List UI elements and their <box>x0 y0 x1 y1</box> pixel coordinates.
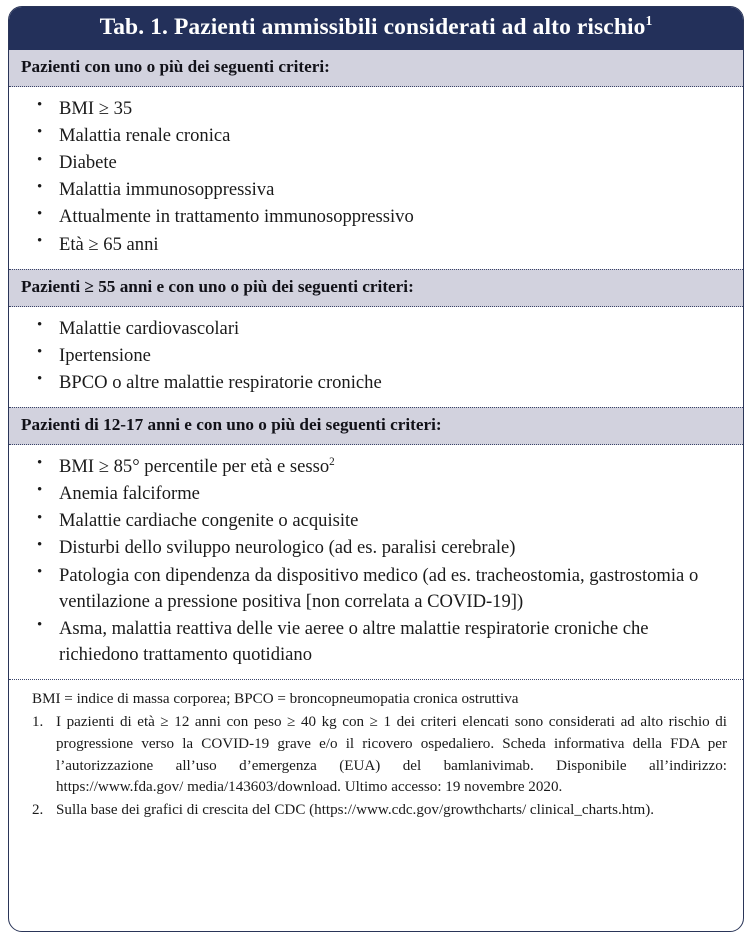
list-item-text: Malattie cardiovascolari <box>59 317 240 339</box>
list-item-text: Età ≥ 65 anni <box>59 233 159 255</box>
list-item-footnote-marker: 2 <box>329 455 335 468</box>
section-body-1 <box>9 87 743 269</box>
table-title <box>9 7 743 50</box>
list-item-text: Anemia falciforme <box>59 482 200 504</box>
list-item-text: Diabete <box>59 152 117 174</box>
criteria-list-1 <box>23 96 729 258</box>
list-item-text: BMI ≥ 35 <box>59 97 133 119</box>
list-item <box>23 370 729 396</box>
list-item <box>23 454 729 480</box>
table-title-text: Tab. 1. Pazienti ammissibili considerati ad alto rischio <box>99 14 646 40</box>
list-item <box>23 96 729 122</box>
list-item <box>23 123 729 149</box>
footnote-item: Sulla base dei grafici di crescita del CDC (https://www.cdc.gov/growthcharts/ clinical_charts.htm). <box>56 802 654 819</box>
criteria-list-3 <box>23 454 729 669</box>
list-item <box>23 616 729 668</box>
list-item <box>23 508 729 534</box>
footnote-list <box>27 712 727 822</box>
table-title-footnote-marker: 1 <box>645 13 653 29</box>
list-item-text: Ipertensione <box>59 344 151 366</box>
section-heading-2: Pazienti ≥ 55 anni e con uno o più dei seguenti criteri: <box>9 269 743 307</box>
section-heading-3: Pazienti di 12-17 anni e con uno o più dei seguenti criteri: <box>9 407 743 445</box>
table-footnotes <box>9 679 743 931</box>
list-item <box>23 563 729 615</box>
list-item-text: Disturbi dello sviluppo neurologico (ad es. paralisi cerebrale) <box>59 537 516 559</box>
list-item-text: Malattie cardiache congenite o acquisite <box>59 510 359 532</box>
list-item <box>23 150 729 176</box>
list-item <box>23 316 729 342</box>
abbreviations-note: BMI = indice di massa corporea; BPCO = broncopneumopatia cronica ostruttiva <box>32 691 519 708</box>
list-item <box>23 535 729 561</box>
list-item-text: Asma, malattia reattiva delle vie aeree o altre malattie respiratorie croniche che richiedono trattamento quotidiano <box>59 617 649 666</box>
section-heading-1: Pazienti con uno o più dei seguenti criteri: <box>9 50 743 87</box>
list-item <box>23 177 729 203</box>
list-item <box>23 204 729 230</box>
list-item-text: BPCO o altre malattie respiratorie croniche <box>59 371 382 393</box>
list-item-text: Malattia renale cronica <box>59 124 231 146</box>
list-item <box>23 343 729 369</box>
section-body-2 <box>9 307 743 408</box>
risk-criteria-table <box>8 6 744 932</box>
list-item-text: BMI ≥ 85° percentile per età e sesso <box>59 455 330 477</box>
list-item-text: Patologia con dipendenza da dispositivo medico (ad es. tracheostomia, gastrostomia o ventilazione a pressione positiva [non correlata a COVID-19]) <box>59 564 699 612</box>
list-item-text: Attualmente in trattamento immunosoppressivo <box>59 206 414 228</box>
section-body-3 <box>9 445 743 680</box>
criteria-list-2 <box>23 316 729 397</box>
list-item-text: Malattia immunosoppressiva <box>59 179 275 201</box>
list-item <box>23 232 729 258</box>
footnote-item: I pazienti di età ≥ 12 anni con peso ≥ 40 kg con ≥ 1 dei criteri elencati sono considerati ad alto rischio di progressione verso la COVID-19 grave e/o il ricovero ospedaliero. Scheda informativa della FDA per l’autorizzazione all’uso d’emergenza (EUA) del bamlanivimab. Disponibile all’indirizzo: https://www.fda.gov/ media/143603/download. Ultimo accesso: 19 novembre 2020. <box>56 714 727 796</box>
list-item <box>23 481 729 507</box>
